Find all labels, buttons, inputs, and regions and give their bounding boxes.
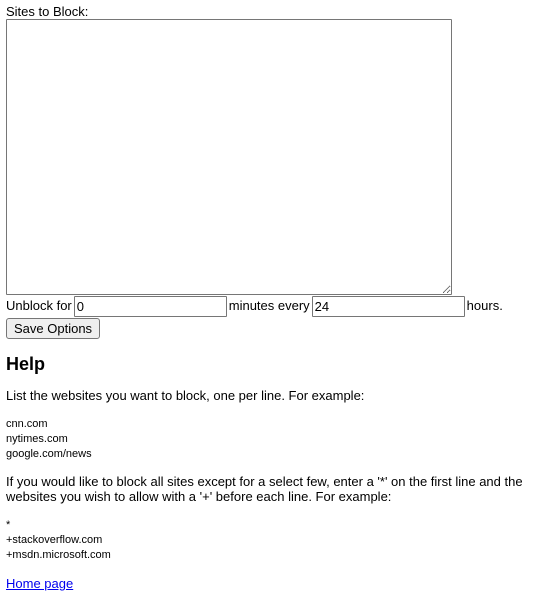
- example-line: nytimes.com: [6, 433, 68, 445]
- unblock-minutes-input[interactable]: [74, 296, 227, 317]
- example-line: +msdn.microsoft.com: [6, 549, 111, 561]
- unblock-hours-input[interactable]: [312, 296, 465, 317]
- example-line: google.com/news: [6, 448, 92, 460]
- options-page: [6, 4, 536, 591]
- help-intro-text: List the websites you want to block, one per line. For example:: [6, 388, 365, 403]
- sites-to-block-textarea[interactable]: [6, 19, 452, 295]
- hours-label: hours.: [466, 298, 503, 313]
- example-block-list: [6, 417, 536, 462]
- example-line: *: [6, 519, 11, 531]
- unblock-row: [6, 295, 536, 317]
- minutes-every-label: minutes every: [228, 298, 310, 313]
- sites-to-block-label: Sites to Block:: [6, 4, 89, 19]
- example-line: +stackoverflow.com: [6, 534, 103, 546]
- unblock-for-label: Unblock for: [6, 298, 72, 313]
- example-allow-list: [6, 518, 536, 563]
- save-options-button[interactable]: Save Options: [6, 318, 100, 339]
- help-heading: Help: [6, 354, 46, 374]
- example-line: cnn.com: [6, 418, 48, 430]
- home-page-link[interactable]: Home page: [6, 576, 74, 591]
- help-allow-text: If you would like to block all sites except for a select few, enter a '*' on the first line and the websites you wish to allow with a '+' before each line. For example:: [6, 474, 523, 504]
